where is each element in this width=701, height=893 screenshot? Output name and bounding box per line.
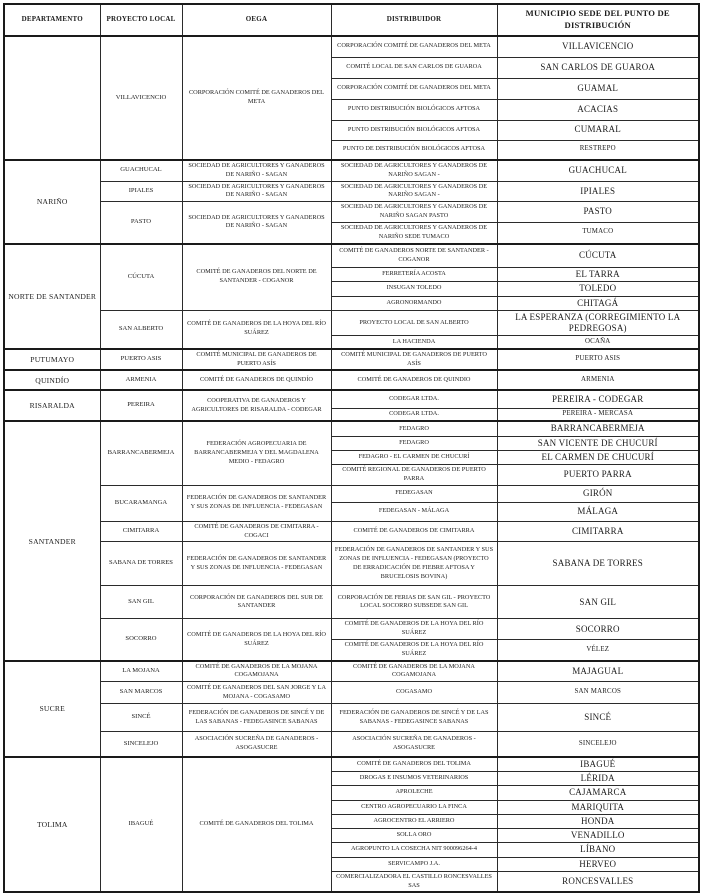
departamento-cell: TOLIMA — [4, 757, 100, 893]
municipio-cell: SOCORRO — [497, 619, 699, 640]
distribuidor-cell: COMITÉ DE GANADEROS DE CIMITARRA — [331, 521, 497, 542]
municipio-cell: MARIQUITA — [497, 800, 699, 814]
municipio-cell: ACACIAS — [497, 99, 699, 120]
oega-cell: COOPERATIVA DE GANADEROS Y AGRICULTORES DE RISARALDA - CODEGAR — [182, 390, 331, 421]
table-row — [4, 732, 699, 757]
distribuidor-cell: CENTRO AGROPECUARIO LA FINCA — [331, 800, 497, 814]
municipio-cell: LÍBANO — [497, 843, 699, 857]
distribuidor-cell: LA HACIENDA — [331, 336, 497, 349]
oega-cell: FEDERACIÓN AGROPECUARIA DE BARRANCABERMEJA Y DEL MAGDALENA MEDIO - FEDAGRO — [182, 421, 331, 485]
municipio-cell: TUMACO — [497, 222, 699, 243]
distribuidor-cell: FEDAGRO - EL CARMEN DE CHUCURÍ — [331, 450, 497, 464]
col-header-departamento: DEPARTAMENTO — [4, 4, 100, 36]
proyecto-local-cell: LA MOJANA — [100, 661, 182, 682]
oega-cell: CORPORACIÓN DE GANADEROS DEL SUR DE SANTANDER — [182, 586, 331, 619]
distribuidor-cell: FEDERACIÓN DE GANADEROS DE SINCÉ Y DE LAS SABANAS - FEDEGASINCE SABANAS — [331, 704, 497, 732]
municipio-cell: LÉRIDA — [497, 772, 699, 786]
distribuidor-cell: APROLECHE — [331, 786, 497, 800]
municipio-cell: IBAGUÉ — [497, 757, 699, 772]
proyecto-local-cell: VILLAVICENCIO — [100, 36, 182, 160]
table-row — [4, 390, 699, 408]
oega-cell: SOCIEDAD DE AGRICULTORES Y GANADEROS DE NARIÑO - SAGAN — [182, 202, 331, 244]
distribuidor-cell: CODEGAR LTDA. — [331, 390, 497, 408]
proyecto-local-cell: IPIALES — [100, 181, 182, 202]
distribuidor-cell: COMITÉ DE GANADEROS DEL TOLIMA — [331, 757, 497, 772]
table-row — [4, 421, 699, 436]
municipio-cell: EL TARRA — [497, 268, 699, 282]
distribuidor-cell: AGROCENTRO EL ARRIERO — [331, 814, 497, 828]
distribuidor-cell: SOCIEDAD DE AGRICULTORES Y GANADEROS DE NARIÑO SAGAN - — [331, 160, 497, 181]
municipio-cell: CIMITARRA — [497, 521, 699, 542]
proyecto-local-cell: SINCELEJO — [100, 732, 182, 757]
municipio-cell: PASTO — [497, 202, 699, 223]
distribuidor-cell: FEDERACIÓN DE GANADEROS DE SANTANDER Y SUS ZONAS DE INFLUENCIA - FEDEGASAN (PROYECTO DE ERRADICACIÓN DE FIEBRE AFTOSA Y BRUCELOSIS BOVINA) — [331, 542, 497, 586]
distribuidor-cell: PROYECTO LOCAL DE SAN ALBERTO — [331, 310, 497, 336]
distribuidor-cell: COMITÉ REGIONAL DE GANADEROS DE PUERTO PARRA — [331, 465, 497, 486]
municipio-cell: OCAÑA — [497, 336, 699, 349]
proyecto-local-cell: SOCORRO — [100, 619, 182, 661]
municipio-cell: PEREIRA - CODEGAR — [497, 390, 699, 408]
oega-cell: COMITÉ DE GANADEROS DE LA HOYA DEL RÍO SUÁREZ — [182, 619, 331, 661]
municipio-cell: BARRANCABERMEJA — [497, 421, 699, 436]
distribuidor-cell: PUNTO DISTRIBUCIÓN BIOLÓGICOS AFTOSA — [331, 99, 497, 120]
distribuidor-cell: CODEGAR LTDA. — [331, 408, 497, 421]
oega-cell: COMITÉ DE GANADEROS DE CIMITARRA - COGACI — [182, 521, 331, 542]
distribuidor-cell: COMITÉ DE GANADEROS DE QUINDIO — [331, 370, 497, 390]
distribuidor-cell: FEDEGASAN - MÁLAGA — [331, 502, 497, 521]
distribuidor-cell: FEDAGRO — [331, 436, 497, 450]
distribuidor-cell: SOCIEDAD DE AGRICULTORES Y GANADEROS DE NARIÑO SAGAN PASTO — [331, 202, 497, 223]
proyecto-local-cell: PASTO — [100, 202, 182, 244]
municipio-cell: RONCESVALLES — [497, 871, 699, 892]
departamento-cell — [4, 36, 100, 160]
departamento-cell: SANTANDER — [4, 421, 100, 660]
oega-cell: CORPORACIÓN COMITÉ DE GANADEROS DEL META — [182, 36, 331, 160]
municipio-cell: TOLEDO — [497, 282, 699, 296]
municipio-cell: GUAMAL — [497, 78, 699, 99]
proyecto-local-cell: GUACHUCAL — [100, 160, 182, 181]
distribuidor-cell: PUNTO DISTRIBUCIÓN BIOLÓGICOS AFTOSA — [331, 120, 497, 140]
distribuidor-cell: SERVICAMPO J.A. — [331, 857, 497, 871]
distribuidor-cell: SOCIEDAD DE AGRICULTORES Y GANADEROS DE NARIÑO SAGAN - — [331, 181, 497, 202]
municipio-cell: SAN GIL — [497, 586, 699, 619]
municipio-cell: LA ESPERANZA (CORREGIMIENTO LA PEDREGOSA) — [497, 310, 699, 336]
proyecto-local-cell: SAN ALBERTO — [100, 310, 182, 349]
distribuidor-cell: COMITÉ DE GANADEROS NORTE DE SANTANDER - COGANOR — [331, 244, 497, 268]
col-header-distribuidor: DISTRIBUIDOR — [331, 4, 497, 36]
oega-cell: FEDERACIÓN DE GANADEROS DE SANTANDER Y SUS ZONAS DE INFLUENCIA - FEDEGASAN — [182, 542, 331, 586]
proyecto-local-cell: IBAGUÉ — [100, 757, 182, 893]
oega-cell: COMITÉ DE GANADEROS DEL NORTE DE SANTANDER - COGANOR — [182, 244, 331, 311]
distribuidor-cell: CORPORACIÓN DE FERIAS DE SAN GIL - PROYECTO LOCAL SOCORRO SUBSEDE SAN GIL — [331, 586, 497, 619]
municipio-cell: SAN CARLOS DE GUAROA — [497, 57, 699, 78]
departamento-cell: NARIÑO — [4, 160, 100, 244]
municipio-cell: SAN MARCOS — [497, 682, 699, 704]
table-row — [4, 36, 699, 57]
departamento-cell: RISARALDA — [4, 390, 100, 421]
municipio-cell: SINCÉ — [497, 704, 699, 732]
proyecto-local-cell: CIMITARRA — [100, 521, 182, 542]
table-row — [4, 521, 699, 542]
table-row — [4, 202, 699, 223]
distribuidor-cell: FEDEGASAN — [331, 485, 497, 502]
proyecto-local-cell: PEREIRA — [100, 390, 182, 421]
table-row — [4, 160, 699, 181]
table-row — [4, 244, 699, 268]
oega-cell: COMITÉ DE GANADEROS DE LA HOYA DEL RÍO SUÁREZ — [182, 310, 331, 349]
distribuidor-cell: CORPORACIÓN COMITÉ DE GANADEROS DEL META — [331, 36, 497, 57]
distribuidor-cell: INSUGAN TOLEDO — [331, 282, 497, 296]
proyecto-local-cell: SAN GIL — [100, 586, 182, 619]
oega-cell: COMITÉ DE GANADEROS DE LA MOJANA COGAMOJANA — [182, 661, 331, 682]
municipio-cell: GIRÓN — [497, 485, 699, 502]
municipio-cell: SABANA DE TORRES — [497, 542, 699, 586]
departamento-cell: QUINDÍO — [4, 370, 100, 390]
table-row — [4, 310, 699, 336]
distribuidor-cell: FERRETERÍA ACOSTA — [331, 268, 497, 282]
distribuidor-cell: COMITÉ MUNICIPAL DE GANADEROS DE PUERTO ASÍS — [331, 349, 497, 371]
municipio-cell: RESTREPO — [497, 140, 699, 160]
table-header-row — [4, 4, 699, 36]
municipio-cell: SINCELEJO — [497, 732, 699, 757]
municipio-cell: SAN VICENTE DE CHUCURÍ — [497, 436, 699, 450]
proyecto-local-cell: CÚCUTA — [100, 244, 182, 311]
municipio-cell: PUERTO PARRA — [497, 465, 699, 486]
oega-cell: FEDERACIÓN DE GANADEROS DE SANTANDER Y SUS ZONAS DE INFLUENCIA - FEDEGASAN — [182, 485, 331, 521]
oega-cell: COMITÉ DE GANADEROS DEL SAN JORGE Y LA MOJANA - COGASAMO — [182, 682, 331, 704]
table-row — [4, 181, 699, 202]
municipio-cell: CUMARAL — [497, 120, 699, 140]
table-row — [4, 349, 699, 371]
oega-cell: COMITÉ DE GANADEROS DE QUINDÍO — [182, 370, 331, 390]
municipio-cell: PUERTO ASIS — [497, 349, 699, 371]
table-row — [4, 704, 699, 732]
distribuidor-cell: AGRONORMANDO — [331, 296, 497, 310]
distribuidor-cell: AGROPUNTO LA COSECHA NIT 900096264-4 — [331, 843, 497, 857]
proyecto-local-cell: SAN MARCOS — [100, 682, 182, 704]
table-row — [4, 542, 699, 586]
municipio-cell: VÉLEZ — [497, 640, 699, 661]
col-header-municipio: MUNICIPIO SEDE DEL PUNTO DE DISTRIBUCIÓN — [497, 4, 699, 36]
proyecto-local-cell: BUCARAMANGA — [100, 485, 182, 521]
distribuidor-cell: SOLLA ORO — [331, 829, 497, 843]
municipio-cell: MÁLAGA — [497, 502, 699, 521]
table-row — [4, 619, 699, 640]
table-row — [4, 586, 699, 619]
distribuidor-cell: CORPORACIÓN COMITÉ DE GANADEROS DEL META — [331, 78, 497, 99]
municipio-cell: CÚCUTA — [497, 244, 699, 268]
municipio-cell: CHITAGÁ — [497, 296, 699, 310]
proyecto-local-cell: ARMENIA — [100, 370, 182, 390]
municipio-cell: ARMENIA — [497, 370, 699, 390]
proyecto-local-cell: SABANA DE TORRES — [100, 542, 182, 586]
proyecto-local-cell: PUERTO ASIS — [100, 349, 182, 371]
table-row — [4, 661, 699, 682]
distribuidor-cell: ASOCIACIÓN SUCREÑA DE GANADEROS - ASOGASUCRE — [331, 732, 497, 757]
distribuidor-cell: SOCIEDAD DE AGRICULTORES Y GANADEROS DE NARIÑO SEDE TUMACO — [331, 222, 497, 243]
distribuidor-cell: COMITÉ DE GANADEROS DE LA MOJANA COGAMOJANA — [331, 661, 497, 682]
departamento-cell: PUTUMAYO — [4, 349, 100, 371]
municipio-cell: VILLAVICENCIO — [497, 36, 699, 57]
departamento-cell: NORTE DE SANTANDER — [4, 244, 100, 349]
table-body — [4, 36, 699, 892]
distribuidor-cell: COMERCIALIZADORA EL CASTILLO RONCESVALLES SAS — [331, 871, 497, 892]
table-row — [4, 682, 699, 704]
distribuidor-cell: FEDAGRO — [331, 421, 497, 436]
table-row — [4, 757, 699, 772]
proyecto-local-cell: BARRANCABERMEJA — [100, 421, 182, 485]
table-row — [4, 485, 699, 502]
distribuidor-cell: PUNTO DE DISTRIBUCIÓN BIOLÓGICOS AFTOSA — [331, 140, 497, 160]
municipio-cell: HERVEO — [497, 857, 699, 871]
distribuidor-cell: COMITÉ DE GANADEROS DE LA HOYA DEL RÍO SUÁREZ — [331, 619, 497, 640]
oega-cell: FEDERACIÓN DE GANADEROS DE SINCÉ Y DE LAS SABANAS - FEDEGASINCE SABANAS — [182, 704, 331, 732]
municipio-cell: EL CARMEN DE CHUCURÍ — [497, 450, 699, 464]
municipio-cell: PEREIRA - MERCASA — [497, 408, 699, 421]
distribuidor-cell: COMITÉ LOCAL DE SAN CARLOS DE GUAROA — [331, 57, 497, 78]
oega-cell: COMITÉ DE GANADEROS DEL TOLIMA — [182, 757, 331, 893]
municipio-cell: CAJAMARCA — [497, 786, 699, 800]
oega-cell: SOCIEDAD DE AGRICULTORES Y GANADEROS DE NARIÑO - SAGAN — [182, 160, 331, 181]
municipio-cell: GUACHUCAL — [497, 160, 699, 181]
municipio-cell: HONDA — [497, 814, 699, 828]
distribuidor-cell: COGASAMO — [331, 682, 497, 704]
oega-cell: ASOCIACIÓN SUCREÑA DE GANADEROS - ASOGASUCRE — [182, 732, 331, 757]
distribution-table — [3, 3, 700, 893]
table-row — [4, 370, 699, 390]
oega-cell: COMITÉ MUNICIPAL DE GANADEROS DE PUERTO ASÍS — [182, 349, 331, 371]
municipio-cell: VENADILLO — [497, 829, 699, 843]
departamento-cell: SUCRE — [4, 661, 100, 757]
oega-cell: SOCIEDAD DE AGRICULTORES Y GANADEROS DE NARIÑO - SAGAN — [182, 181, 331, 202]
municipio-cell: MAJAGUAL — [497, 661, 699, 682]
distribuidor-cell: COMITÉ DE GANADEROS DE LA HOYA DEL RÍO SUÁREZ — [331, 640, 497, 661]
distribuidor-cell: DROGAS E INSUMOS VETERINARIOS — [331, 772, 497, 786]
col-header-oega: OEGA — [182, 4, 331, 36]
proyecto-local-cell: SINCÉ — [100, 704, 182, 732]
municipio-cell: IPIALES — [497, 181, 699, 202]
col-header-proyecto-local: PROYECTO LOCAL — [100, 4, 182, 36]
